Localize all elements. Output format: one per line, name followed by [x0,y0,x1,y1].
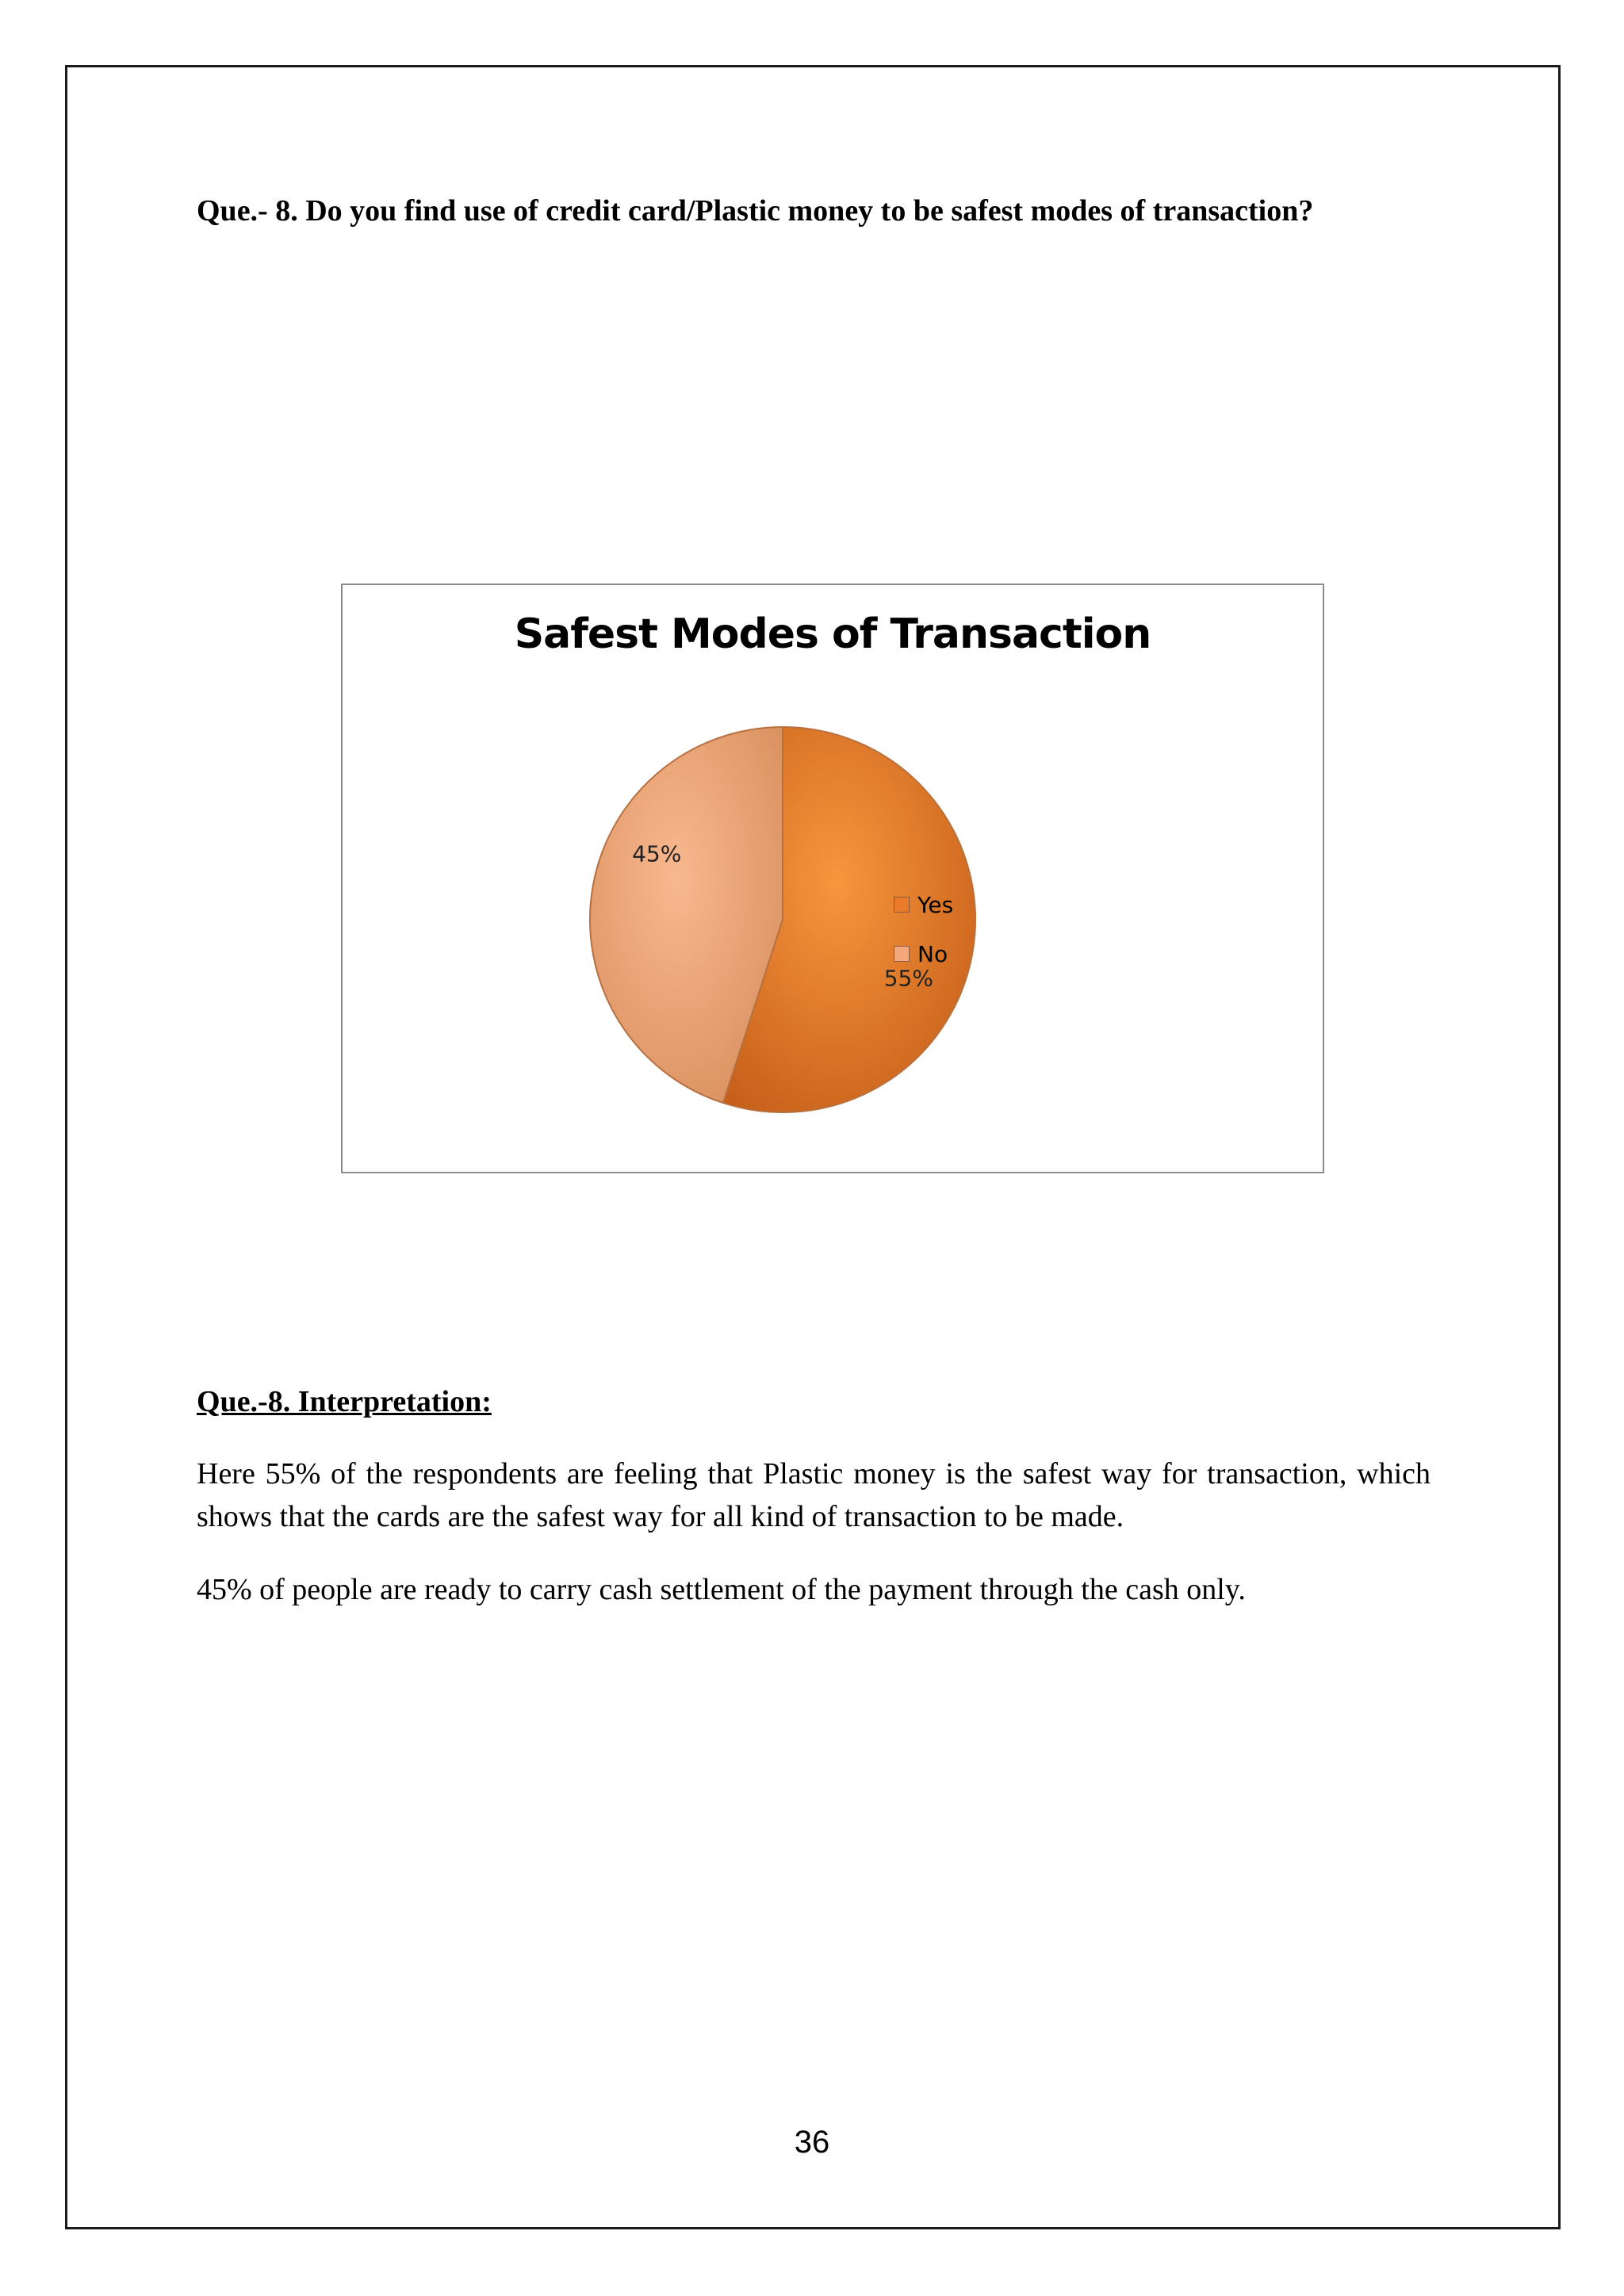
data-label-no: 45% [632,840,682,867]
interpretation-heading: Que.-8. Interpretation: [197,1385,492,1418]
page-number: 36 [794,2125,830,2160]
interpretation-paragraph-2: 45% of people are ready to carry cash settlement of the payment through the cash only. [197,1573,1246,1606]
chart-legend [894,880,953,978]
legend-item-no [894,929,953,978]
legend-item-yes [894,880,953,929]
question-text: Que.- 8. Do you find use of credit card/Plastic money to be safest modes of transaction? [197,194,1314,228]
legend-swatch-no [894,946,910,962]
legend-swatch-yes [894,897,910,913]
data-label-yes: 55% [883,965,933,992]
interpretation-paragraph-1: Here 55% of the respondents are feeling that Plastic money is the safest way for transaction, which shows that the cards are the safest way for all kind of transaction to be made. [197,1457,1431,1533]
legend-label-yes: Yes [917,891,954,918]
legend-label-no: No [917,940,948,967]
chart-title: Safest Modes of Transaction [514,610,1151,658]
